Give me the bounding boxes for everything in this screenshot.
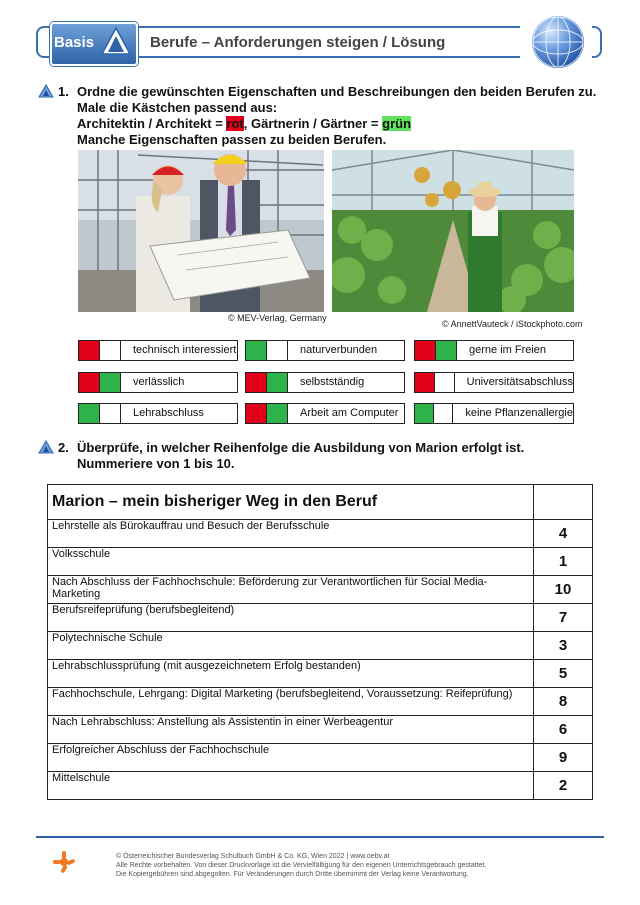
color-checkbox[interactable] [246,373,267,392]
property-box-label: technisch interessiert [133,344,237,356]
table-title: Marion – mein bisheriger Weg in den Beruf [48,485,534,520]
task1-line4: Manche Eigenschaften passen zu beiden Berufen. [77,132,387,147]
color-checkbox[interactable] [415,373,435,392]
table-row [48,772,593,800]
table-row [48,576,593,604]
architect-photo-credit: © MEV-Verlag, Germany [228,313,327,323]
oebv-logo-icon [52,850,76,874]
basis-triangle-icon [100,26,132,56]
property-box[interactable] [414,372,574,393]
property-box[interactable] [78,372,238,393]
footer-line3: Die Kopiergebühren sind abgegolten. Für Veränderungen durch Dritte übernimmt der Verlag keine Verantwortung. [116,871,469,878]
color-checkbox[interactable] [246,404,267,423]
step-description: Volksschule [48,548,534,576]
color-checkbox[interactable] [267,341,288,360]
task2-line1: Überprüfe, in welcher Reihenfolge die Ausbildung von Marion erfolgt ist. [77,440,525,455]
color-checkbox[interactable] [79,373,100,392]
property-box-label: gerne im Freien [469,344,547,356]
task1-line3-a: Architektin / Architekt = [77,116,227,131]
table-row [48,688,593,716]
task1-line1: Ordne die gewünschten Eigenschaften und Beschreibungen den beiden Berufen zu. [77,84,597,99]
step-description: Erfolgreicher Abschluss der Fachhochschule [48,744,534,772]
career-path-table [47,484,593,800]
step-description: Nach Lehrabschluss: Anstellung als Assistentin in einer Werbeagentur [48,716,534,744]
task2-line2: Nummeriere von 1 bis 10. [77,456,235,471]
footer-line2: Alle Rechte vorbehalten. Von dieser Druckvorlage ist die Vervielfältigung für den eigenen Unterrichtsgebrauch gestattet. [116,862,487,869]
table-title-num-cell [534,485,593,520]
step-number[interactable]: 1 [534,548,593,576]
color-checkbox[interactable] [436,341,457,360]
color-checkbox[interactable] [267,404,288,423]
step-description: Berufsreifeprüfung (berufsbegleitend) [48,604,534,632]
step-number[interactable]: 9 [534,744,593,772]
footer-rule [36,836,604,838]
property-box-label: Lehrabschluss [133,407,204,419]
step-number[interactable]: 7 [534,604,593,632]
step-description: Mittelschule [48,772,534,800]
footer-line1: © Österreichischer Bundesverlag Schulbuch GmbH & Co. KG, Wien 2022 | www.oebv.at [116,853,390,860]
property-box[interactable] [414,340,574,361]
property-box-label: naturverbunden [300,344,378,356]
architect-photo [78,150,324,312]
step-number[interactable]: 3 [534,632,593,660]
task1-line3-b: , Gärtnerin / Gärtner = [243,116,383,131]
step-number[interactable]: 2 [534,772,593,800]
step-description: Lehrstelle als Bürokauffrau und Besuch der Berufsschule [48,520,534,548]
table-row [48,744,593,772]
property-box-label: Arbeit am Computer [300,407,399,419]
property-box[interactable] [414,403,574,424]
table-row [48,632,593,660]
step-number[interactable]: 4 [534,520,593,548]
color-checkbox[interactable] [246,341,267,360]
step-number[interactable]: 10 [534,576,593,604]
color-key-green: grün [382,116,412,131]
property-box[interactable] [78,340,238,361]
table-row [48,660,593,688]
color-key-red: rot [226,116,244,131]
property-box[interactable] [245,403,405,424]
color-checkbox[interactable] [434,404,453,423]
task-triangle-icon [38,440,54,454]
step-number[interactable]: 6 [534,716,593,744]
property-box[interactable] [245,372,405,393]
color-checkbox[interactable] [100,373,121,392]
step-description: Lehrabschlussprüfung (mit ausgezeichnetem Erfolg bestanden) [48,660,534,688]
footer-copyright [116,852,486,879]
step-number[interactable]: 8 [534,688,593,716]
task1-instructions [77,84,596,148]
task1-line2: Male die Kästchen passend aus: [77,100,278,115]
globe-icon [532,16,584,68]
color-checkbox[interactable] [415,404,434,423]
property-box[interactable] [245,340,405,361]
table-row [48,548,593,576]
color-checkbox[interactable] [79,404,100,423]
color-checkbox[interactable] [100,341,121,360]
property-box-label: Universitätsabschluss [466,376,573,388]
step-description: Nach Abschluss der Fachhochschule: Beförderung zur Verantwortlichen für Social Media-Marketing [48,576,534,604]
table-row [48,604,593,632]
task2-number: 2. [58,440,69,455]
step-description: Polytechnische Schule [48,632,534,660]
basis-badge-label: Basis [54,34,95,51]
page-title: Berufe – Anforderungen steigen / Lösung [150,34,446,51]
task2-instructions [77,440,524,472]
property-box-label: selbstständig [300,376,365,388]
property-box[interactable] [78,403,238,424]
task-triangle-icon [38,84,54,98]
table-row [48,716,593,744]
property-box-label: verlässlich [133,376,185,388]
table-row [48,520,593,548]
gardener-photo [332,150,574,312]
property-box-label: keine Pflanzenallergie [465,407,573,419]
color-checkbox[interactable] [267,373,288,392]
color-checkbox[interactable] [100,404,121,423]
color-checkbox[interactable] [79,341,100,360]
step-number[interactable]: 5 [534,660,593,688]
gardener-photo-credit: © AnnettVauteck / iStockphoto.com [442,319,583,329]
color-checkbox[interactable] [415,341,436,360]
task1-number: 1. [58,84,69,99]
task1-line3 [77,116,596,132]
step-description: Fachhochschule, Lehrgang: Digital Marketing (berufsbegleitend, Voraussetzung: Reifeprüfung) [48,688,534,716]
color-checkbox[interactable] [435,373,455,392]
